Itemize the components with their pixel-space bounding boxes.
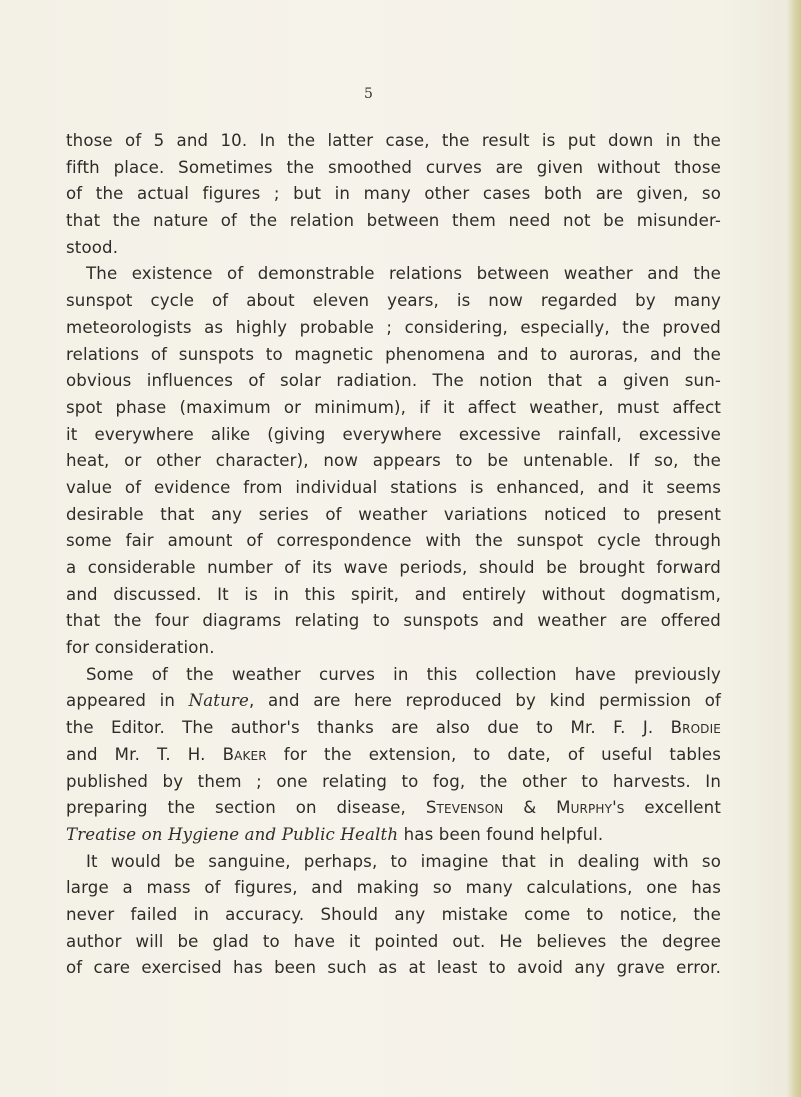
text-line: value of evidence from individual stations is enhanced, and it seems <box>66 477 721 497</box>
text-line: those of 5 and 10. In the latter case, the result is put down in the <box>66 131 721 150</box>
text-run: , and are here reproduced by kind permission of <box>248 691 721 711</box>
text-line: author will be glad to have it pointed out. He believes the degree <box>66 931 721 951</box>
text-run: and Mr. T. H. <box>66 744 223 764</box>
text-line <box>66 715 721 742</box>
text-run: the Editor. The author's thanks are also due to Mr. F. J. <box>66 718 671 738</box>
text-line: that the nature of the relation between them need not be misunder- <box>66 211 721 231</box>
person-name: Baker <box>222 744 267 764</box>
text-line: relations of sunspots to magnetic phenomena and to auroras, and the <box>66 344 721 364</box>
text-run: for the extension, to date, of useful tables <box>266 744 721 764</box>
paragraph-start: It would be sanguine, perhaps, to imagine that in dealing with so <box>86 851 721 871</box>
text-line: heat, or other character), now appears to be untenable. If so, the <box>66 451 721 471</box>
text-line: some fair amount of correspondence with the sunspot cycle through <box>66 531 721 551</box>
text-run: excellent <box>624 798 721 818</box>
text-run: appeared in <box>66 691 189 711</box>
text-line <box>66 795 721 822</box>
text-line <box>66 688 721 715</box>
text-line: never failed in accuracy. Should any mistake come to notice, the <box>66 904 721 924</box>
person-name: Murphy's <box>556 798 625 818</box>
text-line: meteorologists as highly probable ; considering, especially, the proved <box>66 317 721 337</box>
text-line: spot phase (maximum or minimum), if it affect weather, must affect <box>66 397 721 417</box>
text-line: obvious influences of solar radiation. The notion that a given sun- <box>66 371 721 391</box>
text-line: it everywhere alike (giving everywhere excessive rainfall, excessive <box>66 424 721 444</box>
text-line: of care exercised has been such as at least to avoid any grave error. <box>66 958 721 978</box>
text-line: that the four diagrams relating to sunspots and weather are offered <box>66 611 721 631</box>
text-line: fifth place. Sometimes the smoothed curves are given without those <box>66 157 721 177</box>
text-line <box>66 742 721 769</box>
text-run: has been found helpful. <box>398 824 604 844</box>
person-name: Stevenson <box>425 798 504 818</box>
person-name: Brodie <box>670 718 721 738</box>
body-text <box>66 128 721 982</box>
book-title: Treatise on Hygiene and Public Health <box>66 824 399 844</box>
text-line: stood. <box>66 237 119 257</box>
journal-title: Nature <box>188 691 249 711</box>
text-line: published by them ; one relating to fog, the other to harvests. In <box>66 771 721 791</box>
text-line: of the actual figures ; but in many other cases both are given, so <box>66 184 721 204</box>
text-line: for consideration. <box>66 638 215 658</box>
page-number: 5 <box>364 86 374 102</box>
text-line: sunspot cycle of about eleven years, is now regarded by many <box>66 291 721 311</box>
text-line: desirable that any series of weather variations noticed to present <box>66 504 721 524</box>
text-line: and discussed. It is in this spirit, and entirely without dogmatism, <box>66 584 721 604</box>
paragraph-start: Some of the weather curves in this collection have previously <box>86 664 721 684</box>
text-line: a considerable number of its wave periods, should be brought forward <box>66 558 721 577</box>
text-run: preparing the section on disease, <box>66 798 426 818</box>
paragraph-start: The existence of demonstrable relations between weather and the <box>86 264 721 284</box>
text-line <box>66 822 721 849</box>
page-edge-shadow <box>787 0 801 1097</box>
text-run: & <box>503 798 557 818</box>
text-line: large a mass of figures, and making so many calculations, one has <box>66 878 721 898</box>
